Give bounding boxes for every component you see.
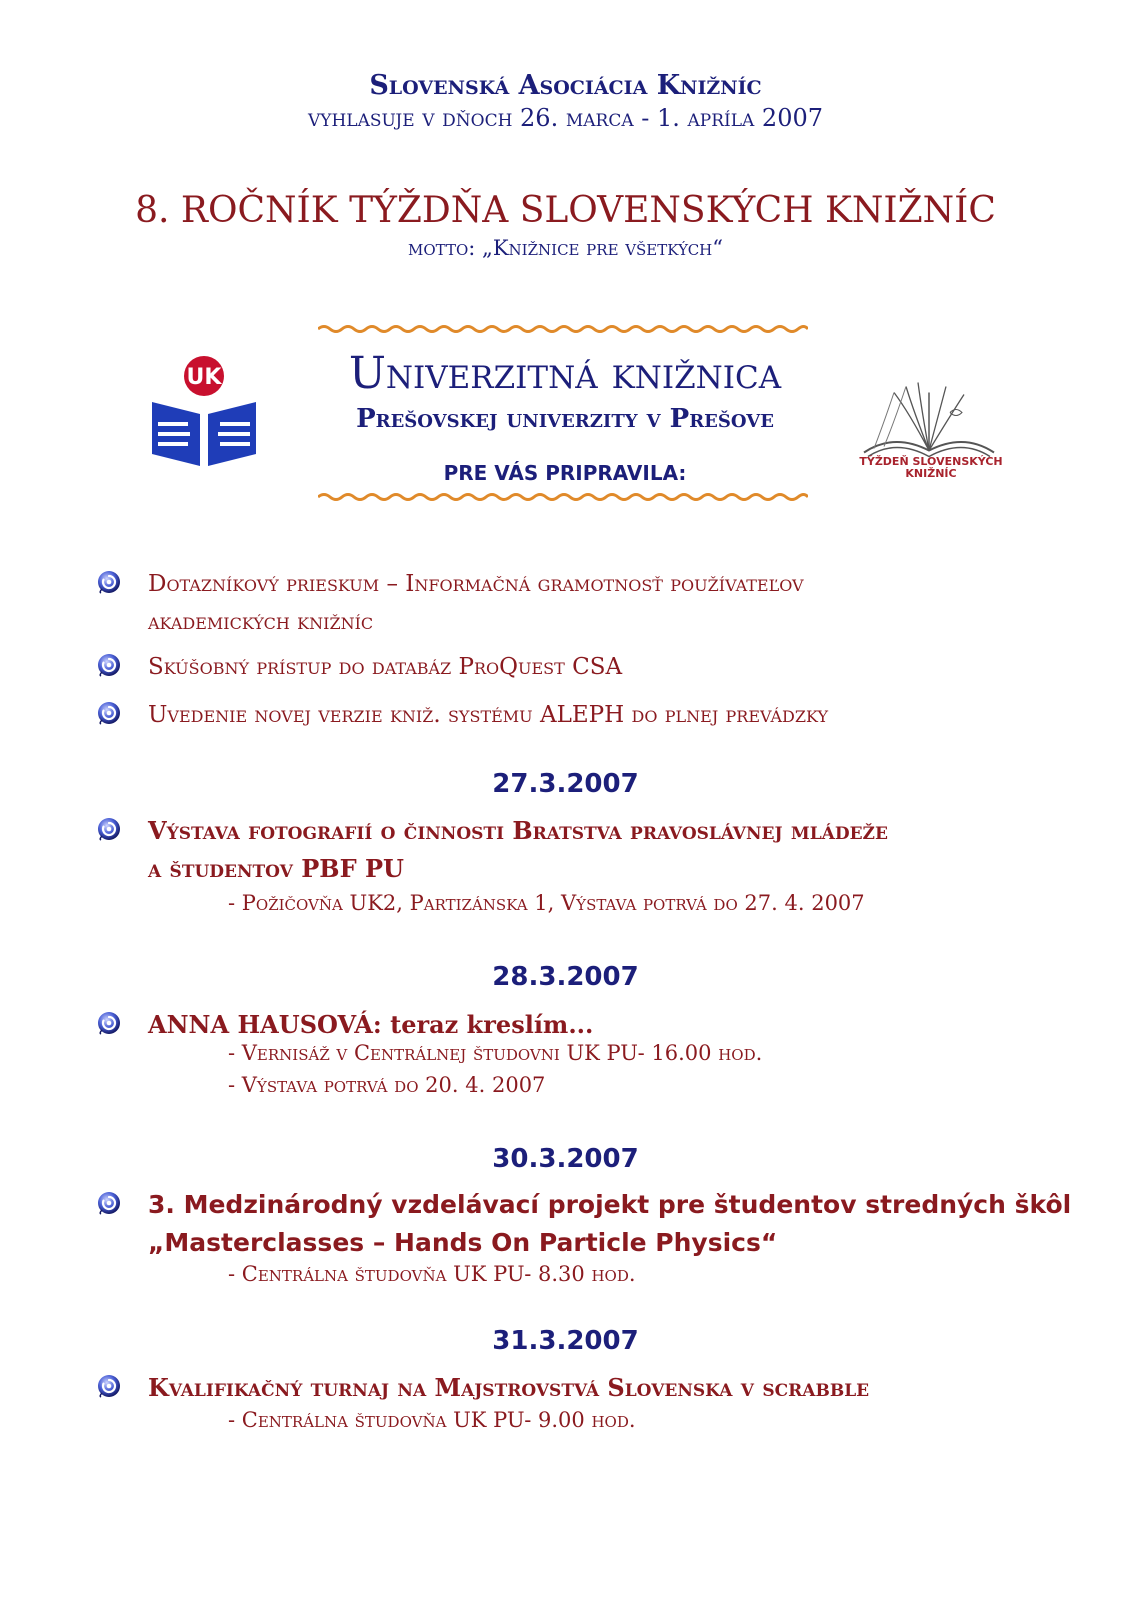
bullet-icon [96, 700, 122, 726]
event-title: Výstava fotografií o činnosti Bratstva pravoslávnej mládeže a študentov PBF PU [148, 816, 888, 883]
motto: motto: „Knižnice pre všetkých“ [408, 236, 723, 260]
uk-logo [148, 354, 260, 472]
event-detail: - Centrálna študovňa UK PU- 9.00 hod. [228, 1408, 636, 1432]
page-title: 8. ROČNÍK TÝŽDŇA SLOVENSKÝCH KNIŽNÍC [135, 190, 996, 231]
organization-heading: Slovenská Asociácia Knižníc [369, 70, 762, 101]
uk-logo-text: UK [186, 365, 222, 390]
bullet-icon [96, 1190, 122, 1216]
prepared-by-label: PRE VÁS PRIPRAVILA: [443, 461, 687, 485]
event-detail: - Centrálna študovňa UK PU- 8.30 hod. [228, 1262, 636, 1286]
event-title: 3. Medzinárodný vzdelávací projekt pre študentov stredných škôl „Masterclasses – Hands On Particle Physics“ [148, 1190, 1072, 1257]
bullet-icon [96, 652, 122, 678]
event-date: 30.3.2007 [492, 1144, 639, 1174]
bullet-icon [96, 816, 122, 842]
event-detail: - Požičovňa UK2, Partizánska 1, Výstava potrvá do 27. 4. 2007 [228, 891, 865, 915]
event-detail: - Vernisáž v Centrálnej študovni UK PU- 16.00 hod. [228, 1041, 763, 1065]
bullet-icon [96, 569, 122, 595]
book-logo-caption: TÝŽDEŇ SLOVENSKÝCH KNIŽNÍC [859, 455, 1003, 480]
bullet-icon [96, 1010, 122, 1036]
event-date: 27.3.2007 [492, 769, 639, 799]
event-detail: - Výstava potrvá do 20. 4. 2007 [228, 1073, 546, 1097]
event-title: ANNA HAUSOVÁ: teraz kreslím... [148, 1010, 594, 1039]
event-date: 31.3.2007 [492, 1326, 639, 1356]
event-date: 28.3.2007 [492, 962, 639, 992]
bullet-icon [96, 1373, 122, 1399]
library-subtitle: Prešovskej univerzity v Prešove [356, 404, 774, 434]
event-title: Kvalifikačný turnaj na Majstrovstvá Slovenska v scrabble [148, 1373, 870, 1402]
library-name: Univerzitná knižnica [348, 348, 782, 399]
announcement-dates: vyhlasuje v dňoch 26. marca - 1. apríla 2007 [307, 104, 824, 132]
top-divider [318, 324, 808, 334]
bottom-divider [318, 492, 808, 502]
